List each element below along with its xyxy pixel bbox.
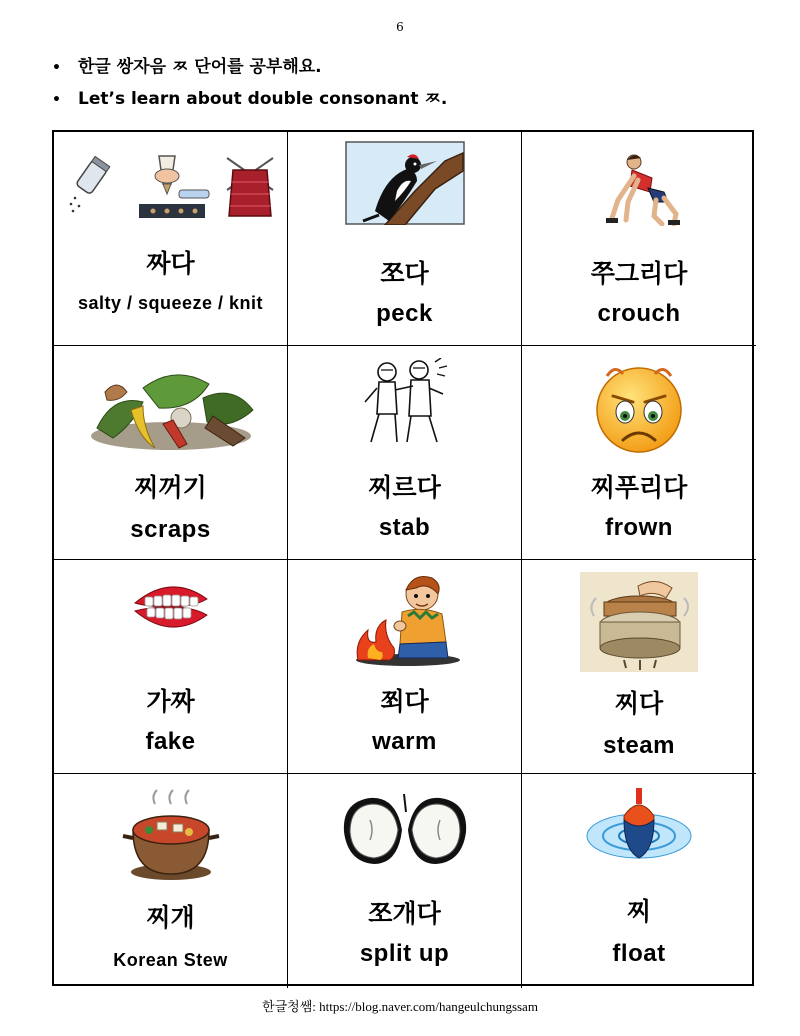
split-apple-icon [288, 790, 521, 870]
word-card-jjada [54, 132, 288, 346]
word-korean: 찌푸리다 [590, 473, 688, 502]
word-english: frown [605, 514, 673, 541]
word-english: split up [359, 940, 450, 967]
poking-men-icon [288, 358, 521, 444]
word-korean: 쪼개다 [368, 899, 441, 928]
word-card-jjugurida [522, 132, 756, 346]
word-english: warm [372, 728, 437, 755]
word-card-jjikkeogi [54, 346, 288, 560]
word-english: fake [145, 728, 196, 755]
word-english: stab [378, 514, 431, 541]
word-korean: 찌개 [146, 903, 195, 932]
word-card-jjipurida [522, 346, 756, 560]
word-card-jjigae [54, 774, 288, 988]
word-english: float [612, 940, 666, 967]
fake-teeth-icon [54, 574, 287, 640]
fishing-float-icon [522, 786, 756, 870]
instruction-list [52, 52, 447, 116]
word-card-gajja [54, 560, 288, 774]
word-english: peck [376, 300, 433, 327]
word-english: crouch [597, 300, 681, 327]
word-korean: 쪼다 [380, 259, 429, 288]
food-scraps-icon [54, 358, 287, 454]
word-korean: 짜다 [146, 249, 195, 278]
salt-pipe-knit-icon [54, 146, 287, 226]
page-number: 6 [396, 20, 404, 34]
word-english: scraps [130, 516, 211, 543]
word-english: steam [603, 732, 675, 759]
crouching-runner-icon [522, 152, 756, 226]
word-korean: 쭈그리다 [590, 259, 688, 288]
word-card-jjireuda [288, 346, 522, 560]
word-korean: 가짜 [146, 687, 195, 716]
instruction-korean: • 한글 쌍자음 ㅉ 단어를 공부해요. [52, 52, 447, 84]
word-card-jji [522, 774, 756, 988]
word-english: salty / squeeze / knit [77, 293, 264, 313]
word-korean: 쬐다 [380, 687, 429, 716]
word-korean: 찌꺼기 [134, 473, 207, 502]
word-card-jjoda [288, 132, 522, 346]
boy-by-fire-icon [288, 572, 521, 668]
word-grid [52, 130, 754, 986]
word-english: Korean Stew [113, 950, 228, 970]
word-card-jjogaeda [288, 774, 522, 988]
frowning-face-icon [522, 362, 756, 454]
word-korean: 찌 [626, 897, 652, 926]
steamer-icon [522, 572, 756, 672]
instruction-english: • Let’s learn about double consonant ㅉ. [52, 84, 447, 116]
word-korean: 찌다 [614, 689, 664, 718]
stew-pot-icon [54, 786, 287, 882]
word-card-jjida [522, 560, 756, 774]
word-korean: 찌르다 [368, 473, 441, 502]
woodpecker-icon [288, 140, 521, 226]
footer-credit: 한글청쌤: https://blog.naver.com/hangeulchungssam [262, 999, 538, 1014]
word-card-jjoeda [288, 560, 522, 774]
